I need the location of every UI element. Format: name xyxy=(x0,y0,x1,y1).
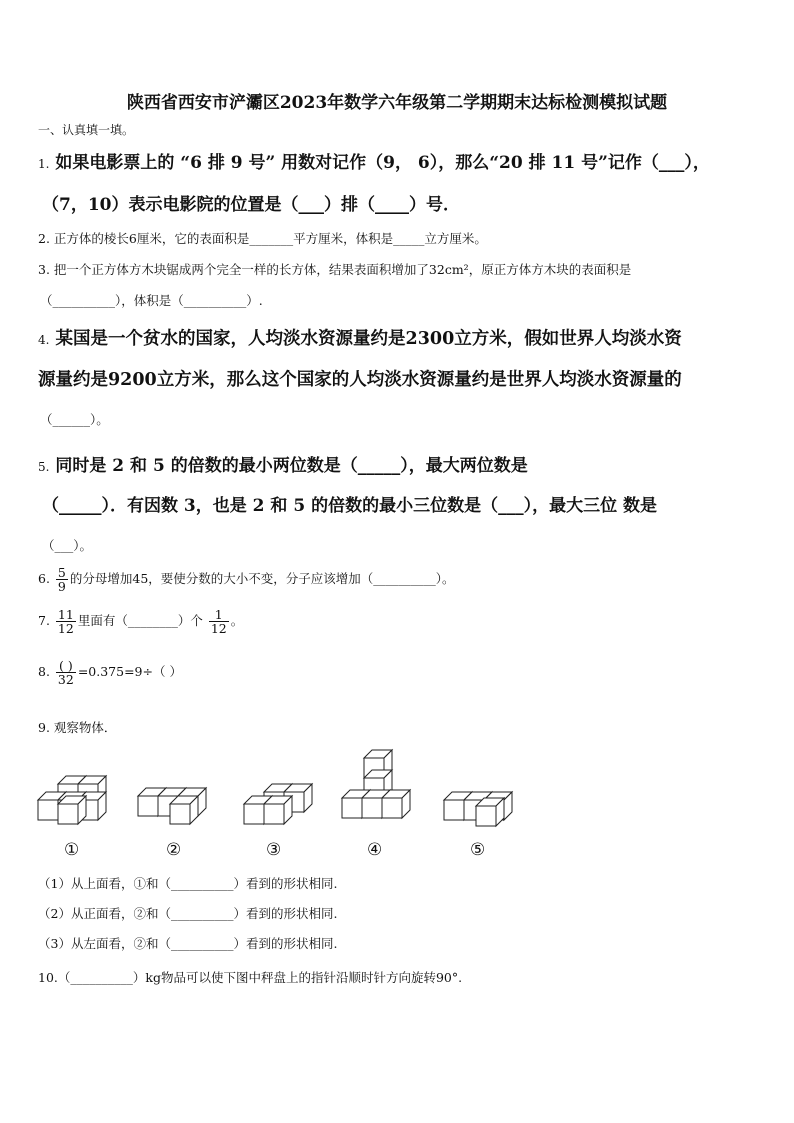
question-text: 把一个正方体方木块锯成两个完全一样的长方体，结果表面积增加了32cm²，原正方体方木块的表面积是 xyxy=(53,262,632,277)
page-title: 陕西省西安市浐灞区2023年数学六年级第二学期期末达标检测模拟试题 xyxy=(126,93,668,113)
fraction xyxy=(56,566,68,593)
question-3-line-2: （__________），体积是（__________）. xyxy=(40,293,263,308)
question-number: 9. xyxy=(38,720,50,735)
question-text: 同时是 2 和 5 的倍数的最小两位数是（_____），最大两位数是 xyxy=(55,456,528,476)
section-heading: 一、认真填一填。 xyxy=(38,123,135,137)
question-2 xyxy=(38,229,487,247)
question-text: 。 xyxy=(230,613,244,629)
cube-figure-3 xyxy=(242,782,314,828)
cube-figure-1 xyxy=(36,770,108,828)
question-8 xyxy=(38,659,182,686)
question-number: 4. xyxy=(38,333,50,347)
question-text: 观察物体． xyxy=(53,720,117,735)
fraction xyxy=(209,608,229,635)
question-1-line-2: （7，10）表示电影院的位置是（___）排（____）号． xyxy=(42,195,460,215)
question-text: 如果电影票上的 “6 排 9 号” 用数对记作（9， 6），那么“20 排 11 号”记作（___）， xyxy=(55,153,710,173)
figure-label-4: ④ xyxy=(367,840,383,860)
question-9-heading xyxy=(38,718,116,736)
cube-face xyxy=(362,798,382,818)
fraction-numerator: ( ) xyxy=(56,659,76,673)
question-9-sub-2: （2）从正面看，②和（__________）看到的形状相同. xyxy=(38,906,338,921)
cube-face xyxy=(244,804,264,824)
question-text: 正方体的棱长6厘米，它的表面积是_______平方厘米，体积是_____立方厘米。 xyxy=(53,231,487,246)
question-number: 6. xyxy=(38,571,50,587)
question-9-sub-3: （3）从左面看，②和（__________）看到的形状相同. xyxy=(38,936,338,951)
question-number: 1. xyxy=(38,157,50,171)
fraction xyxy=(56,659,76,686)
question-text: （__________）kg物品可以使下图中秤盘上的指针沿顺时针方向旋转90°. xyxy=(57,970,463,985)
question-4-line-2: 源量约是9200立方米，那么这个国家的人均淡水资源量约是世界人均淡水资源量的 xyxy=(38,370,682,390)
cube-figure-4 xyxy=(340,748,412,828)
question-number: 5. xyxy=(38,460,50,474)
cube-face xyxy=(342,798,362,818)
question-3-line-1 xyxy=(38,260,631,278)
cube-figure-5 xyxy=(442,790,514,828)
cube-face xyxy=(476,806,496,826)
cube-face xyxy=(138,796,158,816)
question-9-sub-1: （1）从上面看，①和（__________）看到的形状相同. xyxy=(38,876,338,891)
fraction-numerator: 1 xyxy=(209,608,229,622)
question-5-line-2: （_____）．有因数 3，也是 2 和 5 的倍数的最小三位数是（___），最大三位 数是 xyxy=(42,496,657,516)
question-text: 的分母增加45，要使分数的大小不变，分子应该增加（__________）。 xyxy=(69,571,455,587)
cube-face xyxy=(444,800,464,820)
fraction-denominator: 32 xyxy=(57,672,74,688)
figure-label-1: ① xyxy=(64,840,80,860)
question-number: 2. xyxy=(38,231,50,246)
question-4-line-3: （______）。 xyxy=(40,412,109,427)
fraction-numerator: 5 xyxy=(57,565,66,580)
cube-face xyxy=(170,804,190,824)
fraction-denominator: 12 xyxy=(57,621,74,637)
question-number: 8. xyxy=(38,664,50,680)
question-5-line-3: （___）。 xyxy=(42,538,93,553)
question-1-line-1 xyxy=(38,148,710,173)
fraction-numerator: 11 xyxy=(57,607,74,622)
figure-label-3: ③ xyxy=(266,840,282,860)
question-6 xyxy=(38,566,455,593)
question-text: =0.375=9÷（ ） xyxy=(77,664,182,680)
question-text: 某国是一个贫水的国家，人均淡水资源量约是2300立方米，假如世界人均淡水资 xyxy=(55,329,682,349)
question-7 xyxy=(38,608,243,635)
question-4-line-1 xyxy=(38,325,682,350)
question-10 xyxy=(38,968,462,986)
cube-face xyxy=(58,804,78,824)
fraction xyxy=(56,608,76,635)
question-number: 10. xyxy=(38,970,58,985)
fraction-denominator: 9 xyxy=(57,579,66,595)
figure-label-2: ② xyxy=(166,840,182,860)
fraction-denominator: 12 xyxy=(210,621,227,637)
question-5-line-1 xyxy=(38,451,528,476)
question-number: 7. xyxy=(38,613,50,629)
cube-figure-2 xyxy=(136,782,218,828)
cube-face xyxy=(264,804,284,824)
cube-face xyxy=(382,798,402,818)
cube-face xyxy=(38,800,58,820)
question-text: 里面有（________）个 xyxy=(77,613,203,629)
question-number: 3. xyxy=(38,262,50,277)
figure-label-5: ⑤ xyxy=(470,840,486,860)
